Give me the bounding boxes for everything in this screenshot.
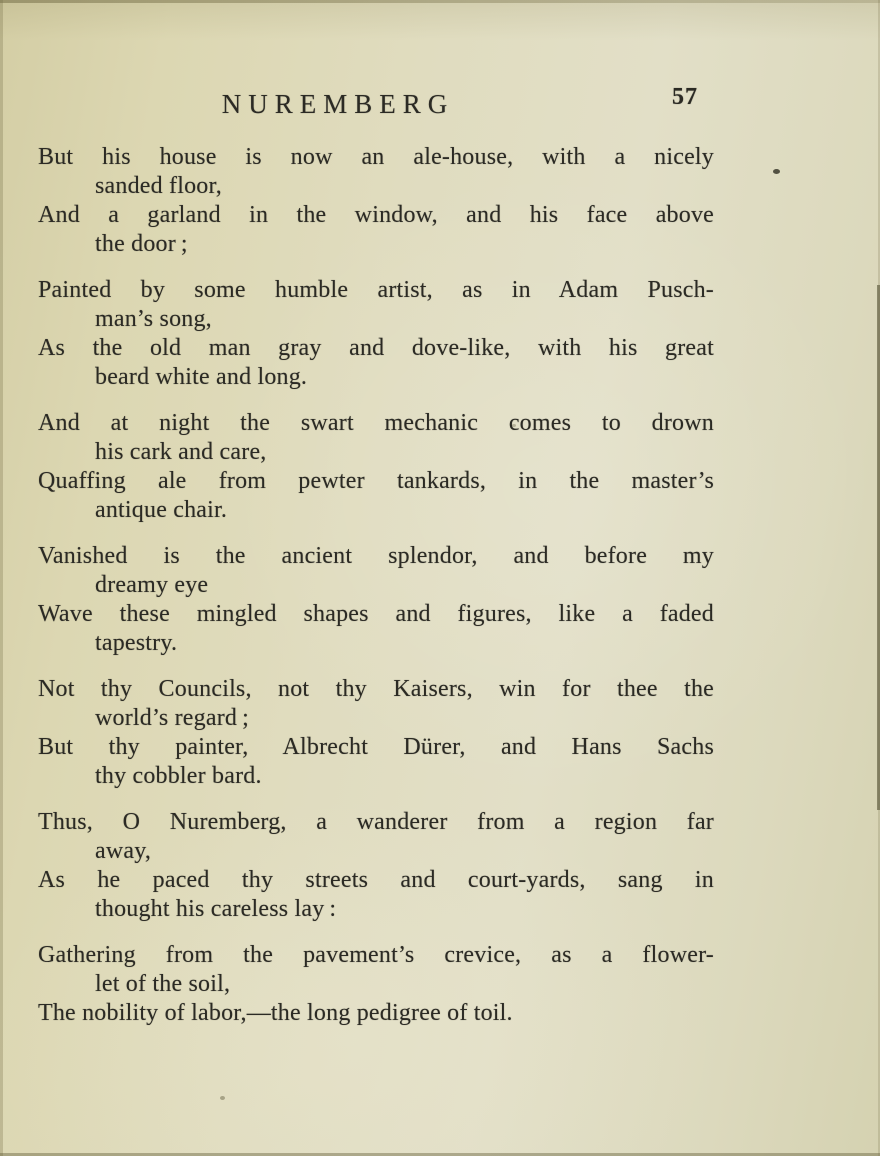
poem-line: beard white and long. bbox=[95, 364, 308, 390]
poem-line: tapestry. bbox=[95, 630, 178, 656]
poem-line: As he paced thy streets and court-yards, sang in bbox=[38, 867, 714, 893]
paper-speck bbox=[512, 424, 516, 427]
poem-line: As the old man gray and dove-like, with his great bbox=[38, 335, 714, 361]
stanza bbox=[38, 143, 714, 259]
page-title: NUREMBERG bbox=[221, 89, 455, 119]
poem-line: the door ; bbox=[95, 231, 188, 257]
poem-line: world’s regard ; bbox=[95, 705, 249, 731]
poem-line: Gathering from the pavement’s crevice, as a flower- bbox=[38, 942, 714, 968]
poem-line: antique chair. bbox=[95, 497, 228, 523]
poem-body bbox=[38, 143, 714, 1045]
poem-line: thought his careless lay : bbox=[95, 896, 337, 922]
stanza bbox=[38, 542, 714, 658]
poem-line: The nobility of labor,—the long pedigree of toil. bbox=[38, 1000, 513, 1026]
stanza bbox=[38, 276, 714, 392]
paper-speck bbox=[220, 1096, 225, 1100]
scan-edge-left bbox=[0, 0, 3, 1156]
poem-line: let of the soil, bbox=[95, 971, 231, 997]
stanza bbox=[38, 808, 714, 924]
poem-line: Quaffing ale from pewter tankards, in the master’s bbox=[38, 468, 714, 494]
ink-dot-artifact bbox=[773, 169, 780, 174]
poem-line: sanded floor, bbox=[95, 173, 222, 199]
scan-edge-top bbox=[0, 0, 880, 3]
stanza bbox=[38, 675, 714, 791]
poem-line: his cark and care, bbox=[95, 439, 267, 465]
poem-line: thy cobbler bard. bbox=[95, 763, 262, 789]
poem-line: Thus, O Nuremberg, a wanderer from a region far bbox=[38, 809, 714, 835]
poem-line: away, bbox=[95, 838, 152, 864]
poem-line: And at night the swart mechanic comes to drown bbox=[38, 410, 714, 436]
page-number: 57 bbox=[672, 84, 698, 110]
stanza bbox=[38, 409, 714, 525]
poem-line: Painted by some humble artist, as in Adam Pusch- bbox=[38, 277, 714, 303]
poem-line: Wave these mingled shapes and figures, like a faded bbox=[38, 601, 714, 627]
poem-line: But thy painter, Albrecht Dürer, and Hans Sachs bbox=[38, 734, 714, 760]
poem-line: But his house is now an ale-house, with a nicely bbox=[38, 144, 714, 170]
poem-line: Vanished is the ancient splendor, and before my bbox=[38, 543, 714, 569]
stanza bbox=[38, 941, 714, 1028]
poem-line: And a garland in the window, and his face above bbox=[38, 202, 714, 228]
poem-line: man’s song, bbox=[95, 306, 212, 332]
poem-line: Not thy Councils, not thy Kaisers, win for thee the bbox=[38, 676, 714, 702]
poem-line: dreamy eye bbox=[95, 572, 209, 598]
